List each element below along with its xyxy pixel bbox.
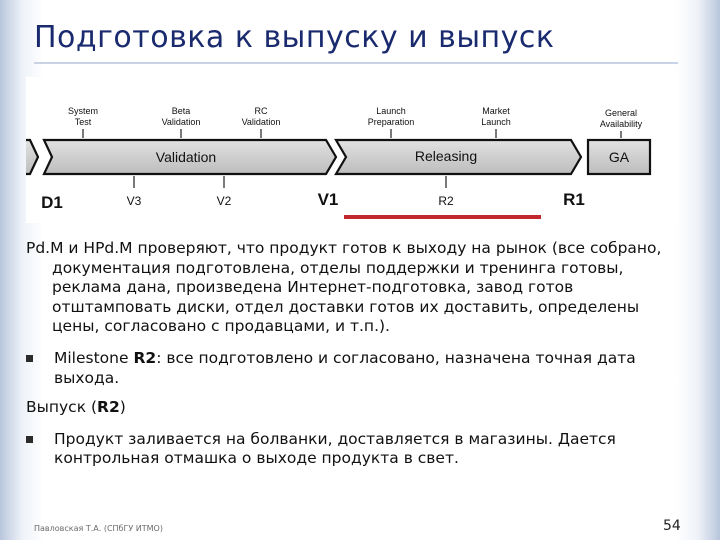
square-bullet-icon (26, 436, 33, 443)
ga-phase-label: GA (608, 149, 630, 165)
label-system-test-line2: Test (74, 117, 92, 127)
milestone-v1: V1 (317, 190, 339, 209)
bullet1-milestone: R2 (133, 348, 157, 367)
intro-paragraph: Pd.M и HPd.M проверяют, что продукт готов к выходу на рынок (все собрано, документация подготовлена, отделы поддержки и тренинга готовы, реклама дана, произведена Интернет-подготовка, завод готов отштамповать диски, отдел доставки готов их доставить, определены цены, согласовано с продавцами, и т.п.). (26, 239, 662, 336)
release-heading-suffix: ) (119, 398, 126, 417)
slide-title: Подготовка к выпуску и выпуск (34, 20, 555, 55)
previous-phase-chevron (26, 140, 38, 174)
footer-author: Павловская Т.А. (СПбГУ ИТМО) (34, 524, 163, 533)
milestone-r1: R1 (563, 190, 585, 209)
release-timeline-diagram (26, 77, 678, 223)
label-market-launch-line1: Market (482, 106, 510, 116)
label-general-availability-line1: General (604, 108, 638, 118)
title-divider (34, 62, 678, 64)
bullet1-prefix: Milestone (54, 348, 134, 367)
bullet2-text: Продукт заливается на болванки, доставляется в магазины. Дается контрольная отмашка о выходе продукта в свет. (54, 429, 616, 468)
label-rc-validation-line1: RC (254, 106, 268, 116)
page-number: 54 (663, 518, 681, 534)
bullet-milestone-r2 (26, 349, 676, 388)
label-general-availability-line2: Availability (599, 119, 643, 129)
release-heading-milestone: R2 (97, 398, 120, 417)
milestone-v2: V2 (216, 194, 232, 208)
label-beta-validation-line2: Validation (161, 117, 201, 127)
label-market-launch-line2: Launch (481, 117, 511, 127)
label-system-test-line1: System (67, 106, 99, 116)
milestone-v3: V3 (126, 194, 142, 208)
milestone-d1: D1 (41, 193, 63, 212)
validation-phase-label: Validation (155, 149, 217, 165)
label-rc-validation-line2: Validation (241, 117, 281, 127)
label-launch-preparation-line1: Launch (376, 106, 406, 116)
release-heading-prefix: Выпуск ( (26, 398, 98, 417)
bullet1-text: : все подготовлено и согласовано, назначена точная дата выхода. (54, 348, 636, 387)
timeline-svg (26, 77, 678, 223)
square-bullet-icon (26, 355, 33, 362)
bullet-release-details (26, 430, 676, 469)
release-heading (26, 398, 676, 418)
milestone-r2: R2 (438, 194, 454, 208)
label-beta-validation-line1: Beta (171, 106, 191, 116)
label-launch-preparation-line2: Preparation (367, 117, 415, 127)
slide-body (26, 239, 676, 469)
releasing-phase-label: Releasing (414, 148, 478, 164)
